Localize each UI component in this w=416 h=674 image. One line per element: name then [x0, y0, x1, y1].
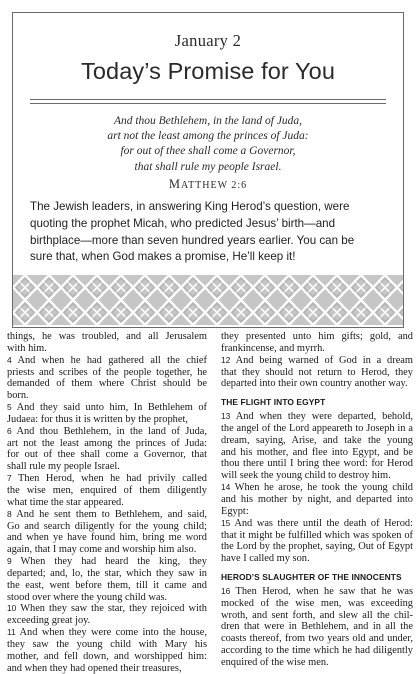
title-rule-top — [30, 99, 386, 100]
line-text: dren that were in Bethlehem, and in all the — [221, 621, 413, 633]
verse-number: 8 — [7, 508, 12, 519]
line-text: exceeding great joy. — [7, 615, 91, 627]
line-text: have I called my son. — [221, 553, 310, 565]
scripture-column-right — [221, 331, 413, 669]
lattice-pattern — [13, 275, 403, 325]
verse-number: 12 — [221, 354, 231, 365]
scripture-line — [221, 447, 413, 459]
scripture-line — [7, 663, 207, 674]
scripture-column-left — [7, 331, 207, 674]
scripture-line — [7, 568, 207, 580]
line-text: Judaea: for thus it is written by the prophet, — [7, 413, 188, 425]
line-text: they presented unto him gifts; gold, and — [221, 331, 413, 342]
scripture-line — [7, 402, 207, 414]
line-text: enquired of the wise men. — [221, 656, 329, 668]
scripture-line — [7, 615, 207, 627]
scripture-line — [7, 497, 207, 509]
line-text: When he arose, he took the young child — [234, 482, 413, 494]
line-text: the Lord by the prophet, saying, Out of Egypt — [221, 541, 413, 553]
line-text: and when ye have found him, bring me word — [7, 532, 207, 544]
line-text: Then Herod, when he had privily called — [18, 473, 207, 485]
scripture-line — [7, 390, 207, 402]
line-text: And when he had gathered all the chief — [17, 354, 207, 366]
line-text: demanded of them where Christ should be — [7, 378, 207, 390]
scripture-line — [7, 521, 207, 533]
scripture-line — [7, 509, 207, 521]
verse-number: 16 — [221, 585, 231, 596]
line-text: with him. — [7, 342, 47, 354]
line-text: that they should not return to Herod, they — [221, 366, 413, 378]
line-text: mocked of the wise men, was exceeding — [221, 597, 413, 609]
line-text: the angel of the Lord appeareth to Joseph in a — [221, 422, 413, 434]
scripture-line — [7, 473, 207, 485]
verse-number: 6 — [7, 425, 12, 436]
verse-number: 13 — [221, 411, 231, 422]
verse-number: 10 — [7, 603, 17, 614]
line-text: thou there until I bring thee word: for Herod — [221, 458, 413, 470]
scripture-line — [221, 331, 413, 343]
verse-line: for out of thee shall come a Governor, — [120, 145, 296, 158]
reference-initial: M — [168, 177, 181, 191]
scripture-line — [221, 598, 413, 610]
line-text: what time the star appeared. — [7, 496, 124, 508]
scripture-line — [221, 435, 413, 447]
verse-number: 4 — [7, 354, 12, 365]
line-text: mother, and fell down, and worshipped him: — [7, 650, 207, 662]
line-text: departed into their own country another way. — [221, 378, 408, 390]
line-text: Go and search diligently for the young child; — [7, 520, 207, 532]
verse-number: 14 — [221, 482, 231, 493]
scripture-line — [7, 426, 207, 438]
devotional-date: January 2 — [174, 31, 242, 50]
line-text: Then Herod, when he saw that he was — [235, 585, 413, 597]
scripture-line — [7, 343, 207, 355]
scripture-line — [221, 367, 413, 379]
section-heading: HEROD’S SLAUGHTER OF THE INNOCENTS — [221, 572, 402, 583]
scripture-line — [7, 331, 207, 343]
verse-number: 11 — [7, 627, 16, 638]
title-rule-bottom — [30, 103, 386, 104]
scripture-line — [221, 482, 413, 494]
line-text: according to the time which he had diligently — [221, 645, 413, 657]
line-text: coasts thereof, from two years old and under, — [221, 633, 413, 645]
scripture-line — [221, 518, 413, 530]
scripture-line — [7, 532, 207, 544]
line-text: When they saw the star, they rejoiced with — [20, 603, 207, 615]
verse-quote — [13, 114, 403, 175]
line-text: And when they were departed, behold, — [235, 411, 413, 423]
line-text: And being warned of God in a dream — [235, 354, 413, 366]
line-text: the east, went before them, till it came and — [7, 579, 207, 591]
scripture-line — [221, 470, 413, 482]
scripture-line — [221, 411, 413, 423]
devotional-box — [12, 12, 404, 328]
scripture-line — [221, 610, 413, 622]
scripture-line — [7, 556, 207, 568]
line-text: priests and scribes of the people together, he — [7, 366, 207, 378]
decorative-pattern-band — [13, 275, 403, 325]
devotional-title: Today’s Promise for You — [81, 58, 335, 84]
scripture-line — [221, 506, 413, 518]
scripture-line — [7, 651, 207, 663]
verse-number: 15 — [221, 517, 231, 528]
section-heading: THE FLIGHT INTO EGYPT — [221, 397, 326, 408]
line-text: When they had heard the king, they — [20, 556, 207, 568]
line-text: art not the least among the princes of Juda: — [7, 437, 207, 449]
scripture-line — [7, 580, 207, 592]
verse-line: And thou Bethlehem, in the land of Juda, — [113, 115, 303, 127]
scripture-line — [7, 627, 207, 639]
line-text: and when they had opened their treasures, — [7, 662, 182, 674]
scripture-line — [7, 378, 207, 390]
scripture-line — [221, 378, 413, 390]
verse-number: 5 — [7, 402, 12, 413]
scripture-line — [221, 553, 413, 565]
line-text: And was there until the death of Herod: — [234, 517, 413, 529]
scripture-line — [7, 603, 207, 615]
scripture-line — [7, 639, 207, 651]
scripture-line — [221, 494, 413, 506]
scripture-line — [221, 530, 413, 542]
scripture-line — [7, 449, 207, 461]
scripture-line — [221, 541, 413, 553]
scripture-line — [7, 544, 207, 556]
reference-rest: ATTHEW 2:6 — [180, 180, 248, 191]
devotional-body — [30, 199, 389, 266]
line-text: that it might be fulfilled which was spoken of — [221, 529, 413, 541]
scripture-line — [221, 355, 413, 367]
line-text: wroth, and sent forth, and slew all the chil- — [221, 609, 413, 621]
scripture-line — [7, 414, 207, 426]
scripture-line — [221, 645, 413, 657]
line-text: the wise men, enquired of them diligently — [7, 484, 207, 496]
scripture-line — [221, 586, 413, 598]
scripture-line — [221, 621, 413, 633]
body-line: The Jewish leaders, in answering King Herod’s question, were — [30, 200, 350, 213]
line-text: shall rule my people Israel. — [7, 461, 120, 473]
body-line: sure that, when God makes a promise, He’ll keep it! — [30, 250, 296, 264]
line-text: Egypt: — [221, 505, 249, 517]
scripture-line — [221, 633, 413, 645]
line-text: for out of thee shall come a Governor, that — [7, 449, 207, 461]
line-text: And he sent them to Bethlehem, and said, — [16, 508, 207, 520]
scripture-line — [7, 485, 207, 497]
line-text: dream, saying, Arise, and take the young — [221, 434, 413, 446]
verse-reference — [13, 177, 403, 192]
scripture-line — [7, 461, 207, 473]
scripture-line — [7, 367, 207, 379]
line-text: stood over where the young child was. — [7, 591, 168, 603]
line-text: will seek the young child to destroy him. — [221, 470, 391, 482]
verse-number: 9 — [7, 556, 12, 567]
body-line: quoting the prophet Micah, who predicted Jesus’ birth—and — [30, 216, 336, 230]
scripture-line — [7, 592, 207, 604]
line-text: things, he was troubled, and all Jerusalem — [7, 331, 207, 342]
line-text: departed; and, lo, the star, which they saw in — [7, 567, 207, 579]
scripture-line — [221, 343, 413, 355]
scripture-line — [221, 458, 413, 470]
line-text: And thou Bethlehem, in the land of Juda, — [16, 425, 207, 437]
scripture-line — [221, 657, 413, 669]
line-text: And when they were come into the house, — [19, 627, 207, 639]
scripture-line — [7, 438, 207, 450]
verse-number: 7 — [7, 473, 12, 484]
line-text: they saw the young child with Mary his — [7, 638, 207, 650]
line-text: and his mother, and flee into Egypt, and be — [221, 446, 413, 458]
line-text: born. — [7, 390, 29, 402]
verse-line: that shall rule my people Israel. — [134, 160, 282, 173]
verse-line: art not the least among the princes of Juda: — [107, 130, 309, 143]
line-text: And they said unto him, In Bethlehem of — [16, 402, 207, 414]
scripture-line — [221, 423, 413, 435]
body-line: birthplace—more than seven hundred years earlier. You can be — [30, 233, 355, 247]
line-text: frankincense, and myrrh. — [221, 342, 325, 354]
line-text: and his mother by night, and departed into — [221, 493, 413, 505]
line-text: again, that I may come and worship him also. — [7, 544, 197, 556]
scripture-line — [7, 355, 207, 367]
